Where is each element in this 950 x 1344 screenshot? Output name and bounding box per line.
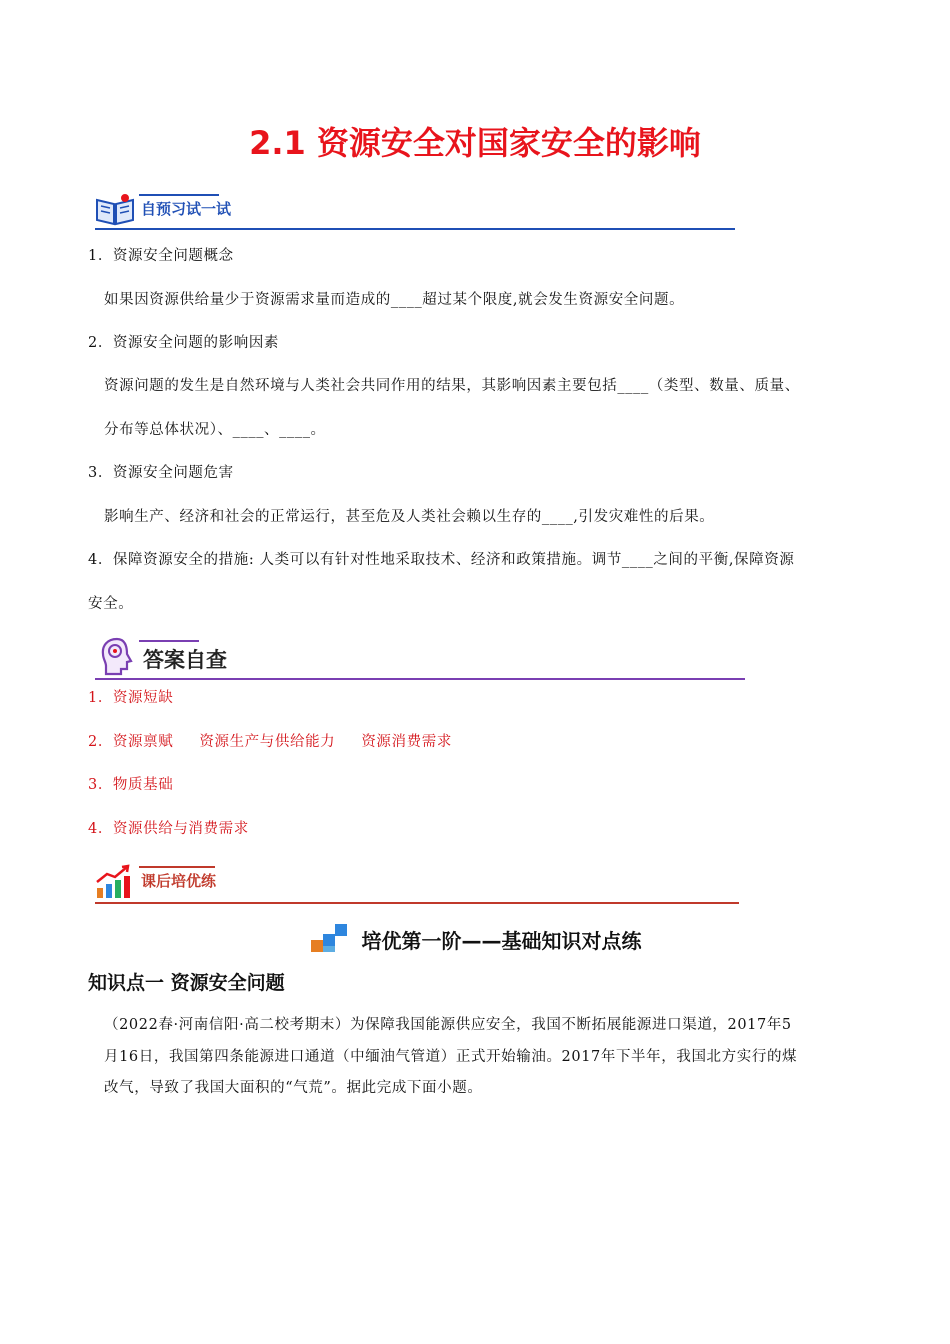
book-icon	[95, 192, 135, 230]
answer-item-2: 2．资源禀赋 资源生产与供给能力 资源消费需求	[88, 734, 452, 750]
section-header-answers	[95, 634, 745, 682]
section-header-preview	[95, 186, 735, 232]
stage-title-text: 培优第一阶——基础知识对点练	[361, 929, 642, 953]
section-label-answers: 答案自查	[143, 648, 227, 672]
preview-item-4: 4．保障资源安全的措施: 人类可以有针对性地采取技术、经济和政策措施。调节____之间的平衡,保障资源	[88, 552, 795, 568]
preview-item-4-cont: 安全。	[88, 596, 134, 612]
divider	[95, 678, 745, 680]
preview-item-1: 1．资源安全问题概念	[88, 248, 234, 264]
question-line-1: （2022春·河南信阳·高二校考期末）为保障我国能源供应安全，我国不断拓展能源进口渠道，2017年5	[104, 1017, 792, 1033]
divider	[95, 228, 735, 230]
page-title: 2.1 资源安全对国家安全的影响	[249, 124, 701, 162]
answer-item-4: 4．资源供给与消费需求	[88, 821, 249, 837]
question-line-2: 月16日，我国第四条能源进口通道（中缅油气管道）正式开始输油。2017年下半年，我国北方实行的煤	[104, 1049, 798, 1065]
knowledge-point-heading: 知识点一 资源安全问题	[88, 972, 285, 994]
preview-item-2-text-cont: 分布等总体状况）、____、____。	[104, 422, 326, 438]
growth-chart-icon	[95, 864, 131, 904]
stage-title	[0, 922, 950, 959]
preview-item-3-text: 影响生产、经济和社会的正常运行，甚至危及人类社会赖以生存的____,引发灾难性的后果。	[104, 509, 715, 525]
head-brain-icon	[99, 636, 135, 680]
section-header-practice	[95, 860, 739, 906]
question-line-3: 改气，导致了我国大面积的“气荒”。据此完成下面小题。	[104, 1080, 483, 1096]
answer-item-1: 1．资源短缺	[88, 690, 174, 706]
section-label-practice: 课后培优练	[141, 872, 217, 890]
preview-item-3: 3．资源安全问题危害	[88, 465, 234, 481]
preview-item-2: 2．资源安全问题的影响因素	[88, 335, 280, 351]
steps-icon	[309, 922, 349, 959]
preview-item-2-text: 资源问题的发生是自然环境与人类社会共同作用的结果，其影响因素主要包括____（类型、数量、质量、	[104, 378, 800, 394]
preview-item-1-text: 如果因资源供给量少于资源需求量而造成的____超过某个限度,就会发生资源安全问题。	[104, 292, 685, 308]
answer-item-3: 3．物质基础	[88, 777, 174, 793]
divider	[95, 902, 739, 904]
section-label-preview: 自预习试一试	[141, 200, 232, 218]
